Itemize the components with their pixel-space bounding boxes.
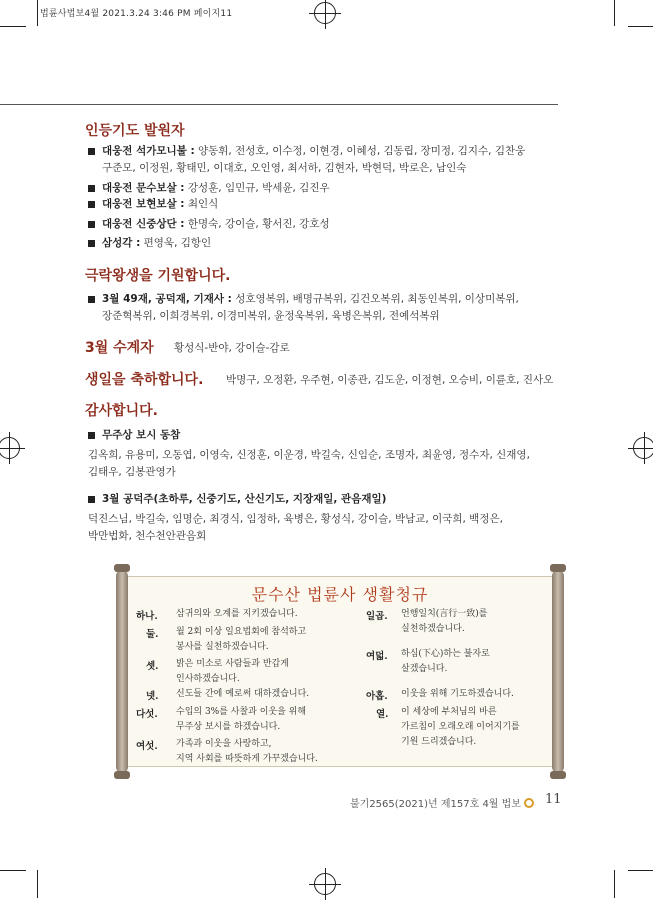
- print-slug: 법륜사법보4월 2021.3.24 3:46 PM 페이지11: [40, 9, 233, 19]
- crop-mark: [0, 26, 26, 27]
- vow-text: 가족과 이웃을 사랑하고,: [176, 739, 272, 749]
- crop-mark: [614, 870, 615, 898]
- precept-names: 황성식-반야, 강이슬-감로: [174, 342, 290, 354]
- bullet: [88, 296, 95, 303]
- crop-mark: [37, 0, 38, 26]
- list-item: [102, 196, 218, 211]
- bullet: [88, 221, 95, 228]
- bullet: [88, 148, 95, 155]
- birthday-names: 박명구, 오정환, 우주현, 이종관, 김도운, 이정현, 오승비, 이륜호, 진사오: [226, 374, 554, 386]
- page-number: 11: [545, 792, 562, 807]
- crop-mark: [628, 26, 653, 27]
- bullet: [88, 201, 95, 208]
- footer-text: 불기2565(2021)년 제157호 4월 법보: [350, 799, 521, 810]
- section-title-thanks: 감사합니다.: [85, 403, 158, 419]
- vow-number: 하나.: [136, 611, 158, 622]
- item-label: 무주상 보시 동참: [102, 429, 181, 441]
- item-names: 박만법화, 천수천안관음회: [88, 530, 207, 542]
- scroll-knob: [550, 564, 566, 572]
- vow-text: 살겠습니다.: [401, 664, 448, 674]
- bullet: [88, 185, 95, 192]
- item-names: 강성훈, 임민규, 박세윤, 김진우: [187, 182, 330, 194]
- item-label: 삼성각 :: [102, 237, 141, 249]
- vow-text: 지역 사회를 따뜻하게 가꾸겠습니다.: [176, 754, 318, 764]
- item-names: 최인식: [187, 198, 219, 210]
- vow-number: 다섯.: [136, 709, 158, 720]
- item-label: 3월 공덕주(초하루, 신중기도, 산신기도, 지장재일, 관음재일): [102, 493, 387, 505]
- item-label: 대웅전 석가모니불 :: [102, 145, 195, 157]
- vow-text: 이 세상에 부처님의 바른: [401, 707, 497, 717]
- crop-mark: [628, 870, 653, 871]
- registration-mark: [314, 2, 336, 24]
- vow-text: 하심(下心)하는 불자로: [401, 649, 490, 659]
- vow-text: 언행일치(言行一致)를: [401, 609, 488, 619]
- vow-number: 둘.: [146, 629, 159, 640]
- item-names: 편영욱, 김항인: [143, 237, 212, 249]
- crop-mark: [0, 870, 26, 871]
- section-title-precepts: 3월 수계자: [85, 340, 154, 356]
- vow-text: 수입의 3%를 사찰과 이웃을 위해: [176, 707, 307, 717]
- vow-text: 인사하겠습니다.: [176, 674, 240, 684]
- bullet: [88, 432, 95, 439]
- item-names: 장준혁복위, 이희경복위, 이경미복위, 윤정욱복위, 육병은복위, 전예석복위: [102, 310, 440, 322]
- item-label: 대웅전 신중상단 :: [102, 218, 185, 230]
- scroll-knob: [550, 771, 566, 779]
- vow-number: 여섯.: [136, 741, 158, 752]
- vow-number: 넷.: [146, 691, 159, 702]
- item-names: 김옥희, 유용미, 오동엽, 이영숙, 신정훈, 이운경, 박길숙, 신임순, 조명자, 최윤영, 정수자, 신재영,: [88, 449, 530, 461]
- vow-text: 신도들 간에 예로써 대하겠습니다.: [176, 689, 310, 699]
- item-names: 덕진스님, 박길숙, 임명순, 최경식, 임정하, 육병은, 황성식, 강이슬, 박남교, 이국희, 백정은,: [88, 513, 503, 525]
- bullet: [88, 240, 95, 247]
- registration-mark: [633, 437, 653, 459]
- list-item: [102, 216, 330, 231]
- page-footer: [350, 795, 534, 810]
- scroll-knob: [114, 771, 130, 779]
- item-names: 양동휘, 전성호, 이수정, 이현경, 이혜성, 김동립, 장미정, 김지수, 김찬웅: [198, 145, 526, 157]
- vow-number: 열.: [376, 709, 389, 720]
- bullet: [88, 496, 95, 503]
- item-label: 대웅전 문수보살 :: [102, 182, 185, 194]
- list-item: [102, 143, 525, 158]
- vow-text: 밝은 미소로 사람들과 반갑게: [176, 659, 289, 669]
- header-rule: [0, 104, 558, 105]
- item-names: 구준모, 이정원, 황태민, 이대호, 오인영, 최서하, 김현자, 박현덕, 박로은, 남인숙: [102, 162, 467, 174]
- vow-text: 월 2회 이상 일요법회에 참석하고: [176, 627, 307, 637]
- lotus-icon: [524, 798, 534, 808]
- vow-number: 아홉.: [366, 691, 388, 702]
- scroll-knob: [114, 564, 130, 572]
- vow-text: 실천하겠습니다.: [401, 624, 465, 634]
- vow-text: 기원 드리겠습니다.: [401, 737, 477, 747]
- item-label: 3월 49재, 공덕재, 기재사 :: [102, 293, 232, 305]
- vow-text: 삼귀의와 오계를 지키겠습니다.: [176, 609, 298, 619]
- list-item: [102, 235, 211, 250]
- registration-mark: [0, 437, 20, 459]
- vow-number: 셋.: [146, 661, 159, 672]
- item-names: 성호영복위, 배명규복위, 김건오복위, 최동인복위, 이상미복위,: [235, 293, 519, 305]
- item-names: 김태우, 김봉관영가: [88, 466, 176, 478]
- crop-mark: [37, 870, 38, 898]
- vow-text: 가르침이 오래오래 이어지기를: [401, 722, 520, 732]
- section-title-birthday: 생일을 축하합니다.: [85, 372, 204, 388]
- vow-number: 여덟.: [366, 651, 388, 662]
- crop-mark: [614, 0, 615, 26]
- section-title-lamp-donors: 인등기도 발원자: [85, 123, 185, 139]
- vow-text: 이웃을 위해 기도하겠습니다.: [401, 689, 514, 699]
- vow-number: 일곱.: [366, 611, 388, 622]
- vow-title: 문수산 법륜사 생활청규: [251, 585, 429, 604]
- list-item: [102, 291, 519, 306]
- vow-scroll: [116, 570, 564, 773]
- item-names: 한명숙, 강이슬, 황서진, 강호성: [187, 218, 330, 230]
- vow-text: 봉사를 실천하겠습니다.: [176, 642, 269, 652]
- vow-text: 무주상 보시를 하겠습니다.: [176, 722, 281, 732]
- item-label: 대웅전 보현보살 :: [102, 198, 185, 210]
- list-item: [102, 180, 330, 195]
- registration-mark: [314, 873, 336, 895]
- section-title-memorial: 극락왕생을 기원합니다.: [85, 268, 231, 284]
